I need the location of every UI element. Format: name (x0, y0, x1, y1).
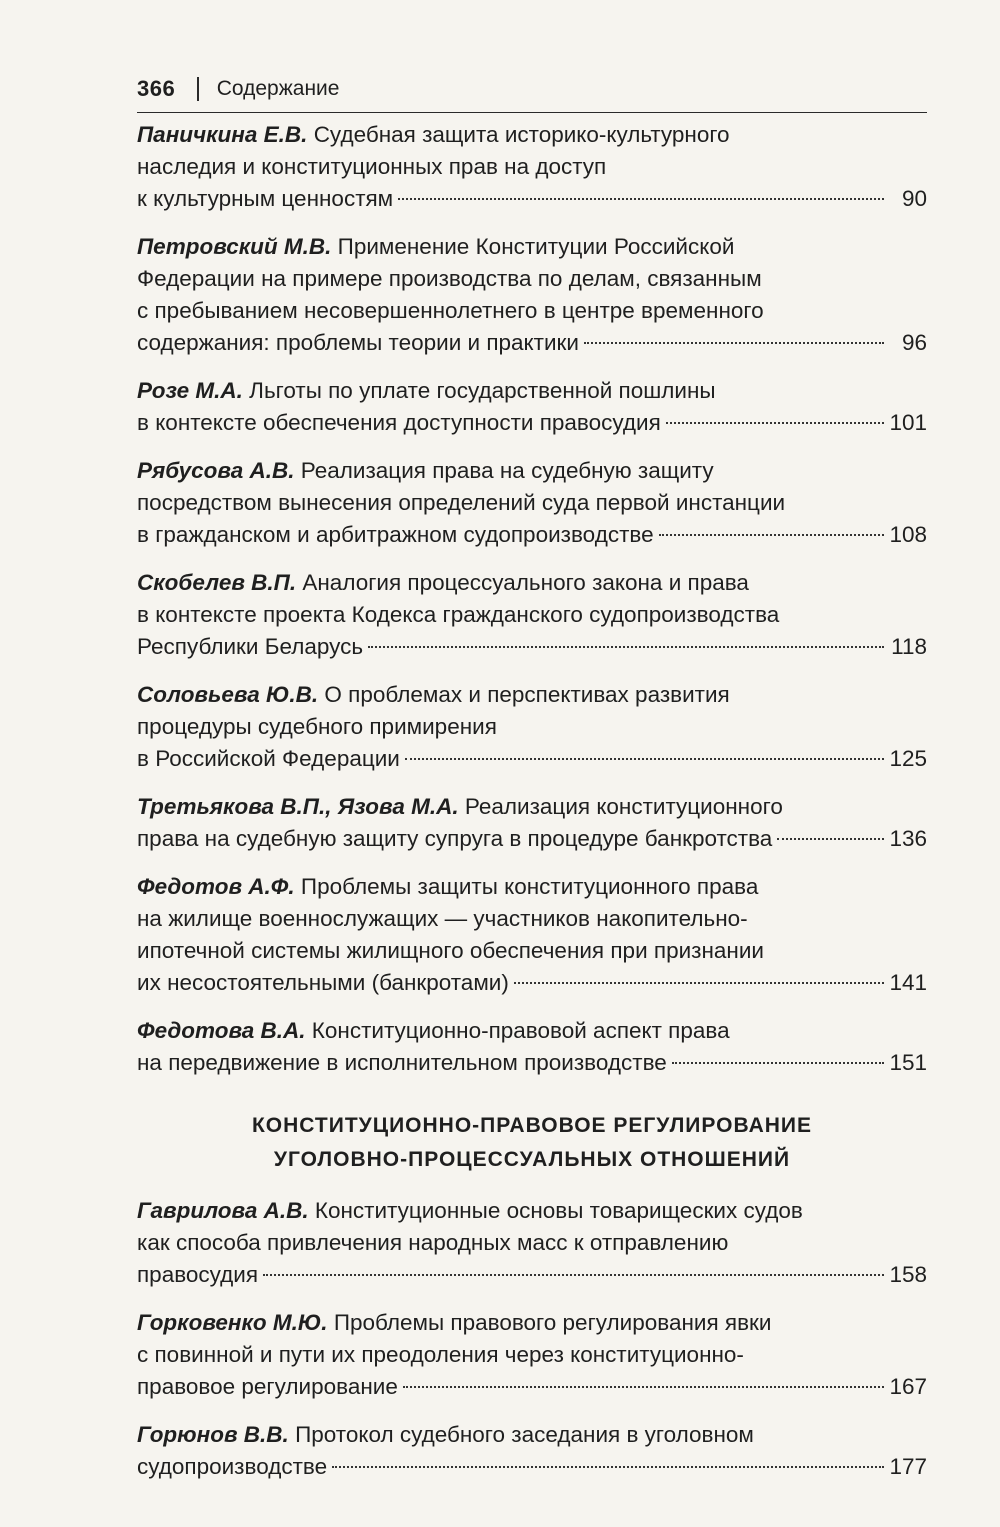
dot-leader (332, 1466, 884, 1468)
running-title: Содержание (216, 77, 340, 100)
toc-entry-title-last-line: судопроизводстве (137, 1454, 328, 1479)
toc-entry-title-last-line: правовое регулирование (137, 1374, 398, 1399)
toc-entry (137, 1195, 927, 1291)
toc-entry-line (137, 231, 927, 263)
page-number: 366 (137, 76, 176, 101)
toc-entry-author: Федотова В.А. (137, 1018, 306, 1043)
dot-leader (514, 982, 884, 984)
toc-entry-line (137, 1307, 927, 1339)
toc-entry-title-line: Аналогия процессуального закона и права (302, 570, 749, 595)
dot-leader (672, 1062, 884, 1064)
toc-entry-title-last-line: Республики Беларусь (137, 634, 364, 659)
section-heading-line-2: УГОЛОВНО-ПРОЦЕССУАЛЬНЫХ ОТНОШЕНИЙ (273, 1148, 791, 1171)
toc-entry-last-line (137, 823, 927, 855)
toc-entry-page-number: 151 (889, 1050, 927, 1075)
toc-entry (137, 679, 927, 775)
toc-entry-title-line: Судебная защита историко-культурного (313, 122, 730, 147)
toc-entry (137, 119, 927, 215)
toc-entry-line (137, 1195, 927, 1227)
toc-entry-page-number: 118 (891, 634, 927, 659)
toc-entry (137, 1015, 927, 1079)
page-header (137, 70, 927, 113)
dot-leader (584, 342, 884, 344)
toc-entry-last-line (137, 407, 927, 439)
toc-entry-page-number: 141 (889, 970, 927, 995)
toc-entry-author: Петровский М.В. (137, 234, 332, 259)
toc-entry-title-last-line: права на судебную защиту супруга в процедуре банкротства (137, 826, 773, 851)
toc-entry-author: Третьякова В.П., Язова М.А. (137, 794, 459, 819)
toc-entry-title-line: наследия и конституционных прав на доступ (137, 154, 607, 179)
toc-entry-title-last-line: содержания: проблемы теории и практики (137, 330, 579, 355)
toc-entry-title-line: с повинной и пути их преодоления через конституционно- (137, 1342, 744, 1367)
toc-entry-page-number: 90 (901, 186, 927, 211)
toc-entry-line (137, 455, 927, 487)
book-page (137, 70, 927, 1499)
toc-entry-author: Рябусова А.В. (137, 458, 295, 483)
header-separator (197, 77, 199, 101)
toc-entry-line (137, 1015, 927, 1047)
toc-entry-title-line: процедуры судебного примирения (137, 714, 497, 739)
toc-entry-page-number: 136 (889, 826, 927, 851)
toc-entry-title-line: Льготы по уплате государственной пошлины (249, 378, 716, 403)
toc-entry-page-number: 177 (889, 1454, 927, 1479)
toc-entry (137, 567, 927, 663)
toc-entry-last-line (137, 327, 927, 359)
dot-leader (659, 534, 884, 536)
toc-entry-title-line: Реализация конституционного (464, 794, 783, 819)
toc-entry-title-line: Федерации на примере производства по делам, связанным (137, 266, 762, 291)
toc-entry (137, 375, 927, 439)
toc-entry-title-line: Конституционные основы товарищеских судов (314, 1198, 803, 1223)
toc-entry-last-line (137, 967, 927, 999)
toc-entry-line (137, 119, 927, 151)
toc-entry-title-last-line: в гражданском и арбитражном судопроизводстве (137, 522, 654, 547)
toc-entry-title-line: с пребыванием несовершеннолетнего в центре временного (137, 298, 764, 323)
dot-leader (398, 198, 884, 200)
toc-entry-last-line (137, 743, 927, 775)
toc-entry-author: Соловьева Ю.В. (137, 682, 319, 707)
toc-entries-part2 (137, 1195, 927, 1483)
toc-entry-last-line (137, 1371, 927, 1403)
toc-entry (137, 455, 927, 551)
toc-entry-line (137, 567, 927, 599)
toc-entry-title-line: Протокол судебного заседания в уголовном (295, 1422, 754, 1447)
section-heading (137, 1109, 927, 1177)
toc-entry-page-number: 125 (889, 746, 927, 771)
toc-entry-line (137, 679, 927, 711)
toc-entry-line (137, 791, 927, 823)
toc-entry-author: Скобелев В.П. (137, 570, 297, 595)
toc-entry-title-line: в контексте проекта Кодекса гражданского судопроизводства (137, 602, 780, 627)
toc-entry-author: Гаврилова А.В. (137, 1198, 309, 1223)
toc-entry-line (137, 375, 927, 407)
toc-entry-line (137, 871, 927, 903)
toc-entry-title-line: Реализация права на судебную защиту (300, 458, 714, 483)
toc-entry-title-line: Конституционно-правовой аспект права (311, 1018, 730, 1043)
toc-entry-last-line (137, 1451, 927, 1483)
toc-entries-part1 (137, 119, 927, 1079)
toc-entry-author: Федотов А.Ф. (137, 874, 295, 899)
toc-entry-line (137, 1419, 927, 1451)
toc-entry-title-last-line: в контексте обеспечения доступности правосудия (137, 410, 661, 435)
toc-entry-title-line: на жилище военнослужащих — участников накопительно- (137, 906, 748, 931)
toc-entry-author: Паничкина Е.В. (137, 122, 308, 147)
toc-entry-title-last-line: их несостоятельными (банкротами) (137, 970, 509, 995)
toc-entry (137, 1307, 927, 1403)
toc-entry-title-line: Проблемы правового регулирования явки (333, 1310, 772, 1335)
toc-entry-page-number: 101 (889, 410, 927, 435)
section-heading-line-1: КОНСТИТУЦИОННО-ПРАВОВОЕ РЕГУЛИРОВАНИЕ (251, 1114, 813, 1137)
toc-entry-title-line: Применение Конституции Российской (337, 234, 735, 259)
toc-entry (137, 231, 927, 359)
toc-entry-title-last-line: к культурным ценностям (137, 186, 394, 211)
toc-entry-author: Горюнов В.В. (137, 1422, 289, 1447)
toc-entry (137, 1419, 927, 1483)
toc-entry-title-last-line: правосудия (137, 1262, 259, 1287)
dot-leader (368, 646, 884, 648)
toc-entry (137, 791, 927, 855)
toc-entry-title-line: посредством вынесения определений суда первой инстанции (137, 490, 786, 515)
toc-entry-last-line (137, 519, 927, 551)
toc-entry-title-line: ипотечной системы жилищного обеспечения при признании (137, 938, 764, 963)
toc-entry-last-line (137, 1259, 927, 1291)
toc-entry-author: Горковенко М.Ю. (137, 1310, 328, 1335)
toc-entry-page-number: 108 (889, 522, 927, 547)
dot-leader (777, 838, 884, 840)
toc-entry-title-line: О проблемах и перспективах развития (324, 682, 730, 707)
toc-entry-last-line (137, 631, 927, 663)
toc-entry-title-line: Проблемы защиты конституционного права (300, 874, 759, 899)
dot-leader (263, 1274, 884, 1276)
toc-entry-title-last-line: на передвижение в исполнительном производстве (137, 1050, 667, 1075)
dot-leader (403, 1386, 884, 1388)
toc-entry-page-number: 96 (901, 330, 927, 355)
toc-entry-page-number: 167 (889, 1374, 927, 1399)
toc-entry-page-number: 158 (889, 1262, 927, 1287)
toc-entry-last-line (137, 183, 927, 215)
dot-leader (666, 422, 884, 424)
toc-entry-last-line (137, 1047, 927, 1079)
toc-entry (137, 871, 927, 999)
toc-entry-author: Розе М.А. (137, 378, 243, 403)
dot-leader (405, 758, 884, 760)
toc-entry-title-line: как способа привлечения народных масс к отправлению (137, 1230, 729, 1255)
toc-entry-title-last-line: в Российской Федерации (137, 746, 400, 771)
